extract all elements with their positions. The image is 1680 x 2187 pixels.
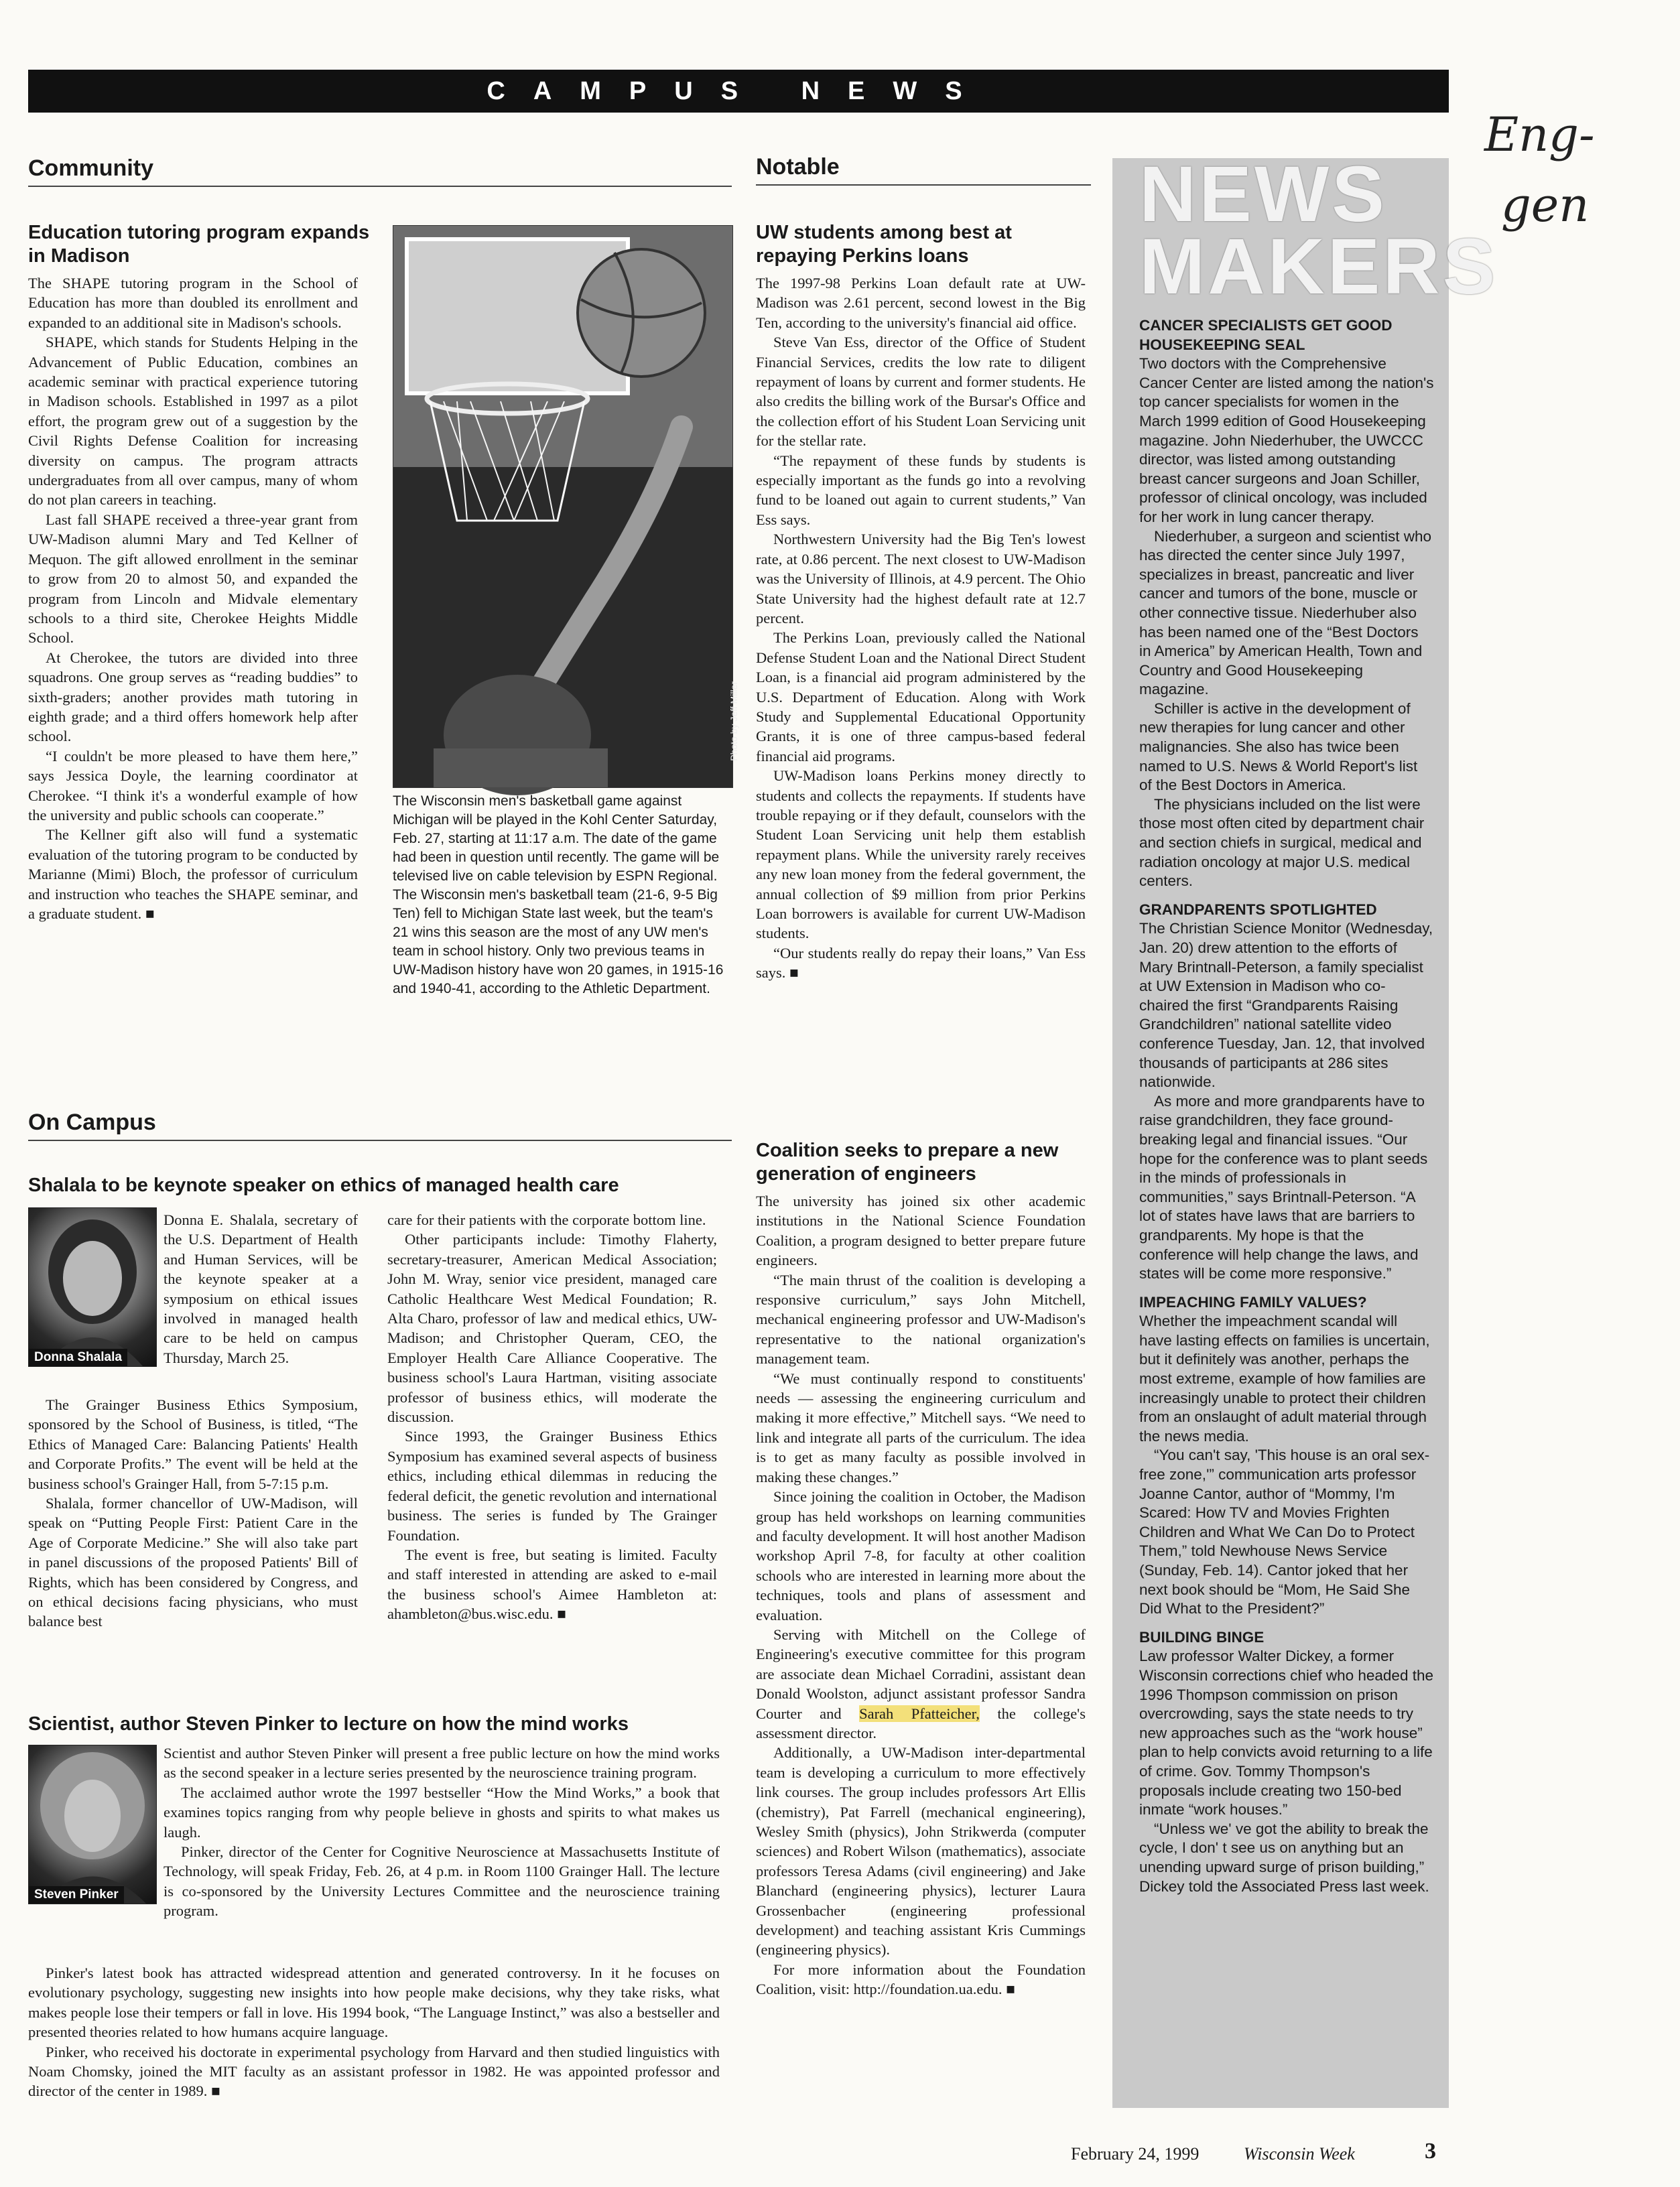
- newsmakers-heading: BUILDING BINGE: [1139, 1628, 1265, 1646]
- paragraph: “Our students really do repay their loans,” Van Ess says. ■: [756, 944, 1086, 982]
- paragraph: Shalala, former chancellor of UW-Madison, will speak on “Putting People First: Patient Care in the Age of Corporate Medicine.” She will also take part in panel discussions of the proposed Patients' Bill of Rights, which has been considered by Congress, and on ethical decisions facing physicians, who must balance best: [28, 1495, 358, 1630]
- newsmakers-heading: GRANDPARENTS SPOTLIGHTED: [1139, 901, 1377, 918]
- newsmakers-title-line2: MAKERS: [1139, 222, 1498, 311]
- paragraph: Schiller is active in the development of new therapies for lung cancer and other malignancies. She also has twice been named to U.S. News & World Report's list of the Best Doctors in America.: [1139, 700, 1418, 794]
- paragraph: Other participants include: Timothy Flaherty, secretary-treasurer, American Medical Association; John M. Wray, senior vice president, managed care Catholic Healthcare West Medical Foundation; R. Alta Charo, professor of law and medical ethics, UW-Madison; and Christopher Queram, CEO, the Employer Health Care Alliance Cooperative. The business school's Laura Hartman, visiting associate professor of business ethics, will moderate the discussion.: [387, 1231, 717, 1426]
- shalala-photo: [28, 1207, 157, 1367]
- community-article: [28, 273, 358, 923]
- notable-article: [756, 273, 1086, 983]
- paragraph: Since 1993, the Grainger Business Ethics Symposium has examined several aspects of business ethics, including ethical dilemmas in reducing the federal deficit, the genetic revolution and international business. The series is funded by The Grainger Foundation.: [387, 1428, 717, 1544]
- paragraph: The Christian Science Monitor (Wednesday, Jan. 20) drew attention to the efforts of Mary Brintnall-Peterson, a family specialist at UW Extension in Madison who co-chaired the first “Grandparents Raising Grandchildren” national satellite video conference Tuesday, Jan. 12, that involved thousands of participants at 286 sites nationwide.: [1139, 920, 1433, 1091]
- photo-name-tag: Steven Pinker: [29, 1886, 124, 1904]
- paragraph: At Cherokee, the tutors are divided into three squadrons. One group serves as “reading buddies” to sixth-graders; another provides math tutoring in eighth grade; and a third offers homework help after school.: [28, 649, 358, 745]
- section-banner: CAMPUS NEWS: [28, 70, 1449, 113]
- paragraph: For more information about the Foundation Coalition, visit: http://foundation.ua.edu. ■: [756, 1961, 1086, 1998]
- paragraph: The Grainger Business Ethics Symposium, sponsored by the School of Business, is titled, “The Ethics of Managed Care: Balancing Patients' Health and Corporate Profits.” The event will be held at the business school's Grainger Hall, from 5-7:15 p.m.: [28, 1396, 358, 1492]
- community-headline: Education tutoring program expands in Madison: [28, 222, 370, 267]
- portrait-silhouette-graphic: [29, 1745, 156, 1904]
- shalala-article-col1-bottom: [28, 1395, 358, 1632]
- newsmakers-content: [1112, 303, 1449, 1896]
- paragraph: Since joining the coalition in October, the Madison group has held workshops on learning communities and faculty development. It will host another Madison workshop April 7-8, for faculty at other coalition schools who are interested in learning more about the techniques, tools and plans of assessment and evaluation.: [756, 1488, 1086, 1623]
- paragraph: SHAPE, which stands for Students Helping in the Advancement of Public Education, combines an academic seminar with practical experience tutoring in Madison schools. Established in 1997 as a pilot effort, the program grew out of a suggestion by the Civil Rights Defense Coalition for increasing diversity on campus. The program attracts undergraduates from all over campus, many of whom do not plan careers in teaching.: [28, 334, 358, 509]
- paragraph: The physicians included on the list were those most often cited by department chair and section chiefs in surgical, medical and radiation oncology at major U.S. medical centers.: [1139, 795, 1425, 890]
- coalition-headline: Coalition seeks to prepare a new generation of engineers: [756, 1140, 1059, 1185]
- pinker-headline: Scientist, author Steven Pinker to lecture on how the mind works: [28, 1713, 629, 1735]
- section-oncampus: On Campus: [28, 1110, 732, 1141]
- paragraph: Niederhuber, a surgeon and scientist who has directed the center since July 1997, specializes in breast, pancreatic and liver cancer and tumors of the bone, muscle or other connective tissue. Niederhuber also has been named one of the “Best Doctors in America” by American Health, Town and Country and Good Housekeeping magazine.: [1139, 527, 1432, 698]
- paragraph: “You can't say, 'This house is an oral sex-free zone,'” communication arts professor Joanne Cantor, author of “Mommy, I'm Scared: How TV and Movies Frighten Children and What We Can Do to Protect Them,” told Newhouse News Service (Sunday, Feb. 14). Cantor joked that her next book should be “Mom, He Said She Did What to the President?”: [1139, 1447, 1430, 1617]
- paragraph: “The main thrust of the coalition is developing a responsive curriculum,” says John Mitchell, mechanical engineering professor and UW-Madison's representative to the national organization's management team.: [756, 1271, 1086, 1368]
- paragraph: Pinker, director of the Center for Cognitive Neuroscience at Massachusetts Institute of Technology, will speak Friday, Feb. 26, at 4 p.m. in Room 1100 Grainger Hall. The lecture is co-sponsored by the University Lectures Committee and the neuroscience training program.: [164, 1843, 720, 1920]
- paragraph: “I couldn't be more pleased to have them here,” says Jessica Doyle, the learning coordinator at Cherokee. “I think it's a wonderful example of how the university and public schools can cooperate.”: [28, 747, 358, 823]
- paragraph: As more and more grandparents have to raise grandchildren, they face ground-breaking legal and financial issues. “Our hope for the conference was to plant seeds in the minds of professionals in communities,” says Brintnall-Peterson. “A lot of states have laws that are barriers to grandparents. My hope is that the conference will help change the laws, and states will be come more responsive.”: [1139, 1092, 1428, 1282]
- newsmakers-sidebar: [1112, 150, 1498, 2108]
- paragraph: The SHAPE tutoring program in the School of Education has more than doubled its enrollment and expanded to an additional site in Madison's schools.: [28, 275, 358, 331]
- paragraph: Northwestern University had the Big Ten's lowest rate, at 0.86 percent. The next closest to UW-Madison was the University of Illinois, at 4.9 percent. The Ohio State University had the highest default rate at 12.7 percent.: [756, 531, 1086, 626]
- basketball-photo: [393, 225, 739, 788]
- pinker-photo: [28, 1745, 157, 1904]
- folio-date: February 24, 1999: [1071, 2144, 1200, 2164]
- shalala-headline: Shalala to be keynote speaker on ethics of managed health care: [28, 1175, 619, 1196]
- photo-name-tag: Donna Shalala: [29, 1349, 127, 1366]
- folio-page-number: 3: [1425, 2139, 1436, 2164]
- newsmakers-heading: IMPEACHING FAMILY VALUES?: [1139, 1293, 1367, 1311]
- newsmakers-title-line1: NEWS: [1139, 150, 1387, 239]
- paragraph: Last fall SHAPE received a three-year grant from UW-Madison alumni Mary and Ted Kellner of Mequon. The gift allowed enrollment in the seminar to grow from 20 to almost 50, and expanded the program from Lincoln and Midvale elementary schools to a third site, Cherokee Heights Middle School.: [28, 511, 358, 647]
- shalala-article-col1-top: [164, 1210, 358, 1368]
- portrait-silhouette-graphic: [29, 1208, 156, 1366]
- paragraph: Law professor Walter Dickey, a former Wisconsin corrections chief who headed the 1996 Thompson commission on prison overcrowding, says the state needs to try new approaches such as the “work house” plan to help convicts avoid returning to a life of crime. Gov. Tommy Thompson's proposals include creating two 150-bed inmate “work houses.”: [1139, 1648, 1433, 1818]
- paragraph: The Perkins Loan, previously called the National Defense Student Loan and the National Direct Student Loan, is a financial aid program administered by the U.S. Department of Education. Along with Work Study and Supplemental Educational Opportunity Grants, it is one of three campus-based federal financial aid programs.: [756, 629, 1086, 765]
- newsmakers-heading: CANCER SPECIALISTS GET GOOD HOUSEKEEPING SEAL: [1139, 317, 1393, 353]
- paragraph: Pinker's latest book has attracted widespread attention and generated controversy. In it he focuses on evolutionary psychology, suggesting new insights into how people make decisions, why they take risks, what makes people lose their tempers or fall in love. His 1994 book, “The Language Instinct,” was also a bestseller and presented theories related to how humans acquire language.: [28, 1965, 720, 2041]
- photo-credit: Photo by Jeff Miller: [728, 681, 739, 761]
- paragraph: Scientist and author Steven Pinker will present a free public lecture on how the mind works as the second speaker in a lecture series presented by the neuroscience training program.: [164, 1745, 720, 1782]
- paragraph: “The repayment of these funds by students is especially important as the funds go into a revolving fund to be loaned out again to current students,” Van Ess says.: [756, 452, 1086, 528]
- text-run: Serving with Mitchell on the College of Engineering's executive committee for this program are associate dean Michael Corradini, assistant dean Donald Woolston, adjunct assistant professor Sandra Courter and: [756, 1626, 1086, 1722]
- paragraph: UW-Madison loans Perkins money directly to students and collects the repayments. If students have trouble repaying or if they default, counselors with the Student Loan Servicing unit help them establish repayment plans. While the university rarely receives any new loan money from the federal government, the annual collection of $9 million from prior Perkins Loan borrowers is available for current UW-Madison students.: [756, 767, 1086, 942]
- paragraph: “We must continually respond to constituents' needs — assessing the engineering curriculum and making it more effective,” Mitchell says. “We need to link and integrate all parts of the curriculum. The idea is to get as many faculty as possible involved in making these changes.”: [756, 1370, 1086, 1485]
- paragraph: Additionally, a UW-Madison inter-departmental team is developing a curriculum to more effectively link courses. The group includes professors Art Ellis (chemistry), Pat Farrell (mechanical engineering), Wesley Smith (physics), John Strikwerda (computer sciences) and Robert Wilson (mathematics), associate professors Teresa Adams (civil engineering) and Jake Blanchard (engineering physics), lecturer Laura Grossenbacher (engineering professional development) and teaching assistant Kris Cummings (engineering physics).: [756, 1744, 1086, 1959]
- coalition-article: [756, 1191, 1086, 1999]
- notable-headline: UW students among best at repaying Perkins loans: [756, 222, 1012, 267]
- paragraph: The Kellner gift also will fund a systematic evaluation of the tutoring program to be conducted by Marianne (Mimi) Bloch, the professor of curriculum and instruction who teaches the SHAPE seminar, and a graduate student. ■: [28, 826, 358, 922]
- section-community: Community: [28, 155, 732, 187]
- handwritten-note-line2: gen: [1501, 178, 1590, 233]
- paragraph: The university has joined six other academic institutions in the National Science Foundation Coalition, a program designed to better prepare future engineers.: [756, 1193, 1086, 1269]
- paragraph: Whether the impeachment scandal will have lasting effects on families is uncertain, but it definitely was another, perhaps the most extreme, example of how families are increasingly unable to protect their children from an onslaught of adult material through the news media.: [1139, 1313, 1430, 1445]
- pinker-article-bottom: [28, 1963, 720, 2101]
- section-notable: Notable: [756, 154, 1091, 186]
- pinker-article-top: [164, 1743, 720, 1921]
- paragraph: “Unless we' ve got the ability to break the cycle, I don' t see us on anything but an unending upward surge of prison building,” Dickey told the Associated Press last week.: [1139, 1820, 1429, 1895]
- paragraph: care for their patients with the corporate bottom line.: [387, 1211, 706, 1228]
- basketball-scene-graphic: [393, 226, 732, 787]
- folio-publication: Wisconsin Week: [1244, 2144, 1355, 2164]
- paragraph: Pinker, who received his doctorate in experimental psychology from Harvard and then studied linguistics with Noam Chomsky, joined the MIT faculty as an assistant professor in 1982. He was appointed professor and director of the center in 1989. ■: [28, 2043, 720, 2100]
- paragraph: The 1997-98 Perkins Loan default rate at UW-Madison was 2.61 percent, second lowest in the Big Ten, according to the university's financial aid office.: [756, 275, 1086, 331]
- paragraph: Two doctors with the Comprehensive Cancer Center are listed among the nation's top cancer specialists for women in the March 1999 edition of Good Housekeeping magazine. John Niederhuber, the UWCCC director, was listed among outstanding breast cancer surgeons and Joan Schiller, professor of clinical oncology, was included for her work in lung cancer therapy.: [1139, 355, 1434, 525]
- handwritten-note-line1: Eng-: [1484, 107, 1595, 162]
- paragraph: The event is free, but seating is limited. Faculty and staff interested in attending are asked to e-mail the business school's Aimee Hambleton at: ahambleton@bus.wisc.edu. ■: [387, 1546, 717, 1623]
- paragraph: Steve Van Ess, director of the Office of Student Financial Services, credits the low rate to diligent repayment of loans by current and former students. He also credits the billing work of the Bursar's Office and the collection effort of his Student Loan Servicing unit for the stellar rate.: [756, 334, 1086, 450]
- shalala-article-col2: [387, 1210, 717, 1624]
- paragraph: [756, 1625, 1086, 1743]
- text-run: the college's assessment director.: [756, 1705, 1086, 1741]
- basketball-caption: The Wisconsin men's basketball game against Michigan will be played in the Kohl Center Saturday, Feb. 27, starting at 11:17 a.m. The date of the game had been in question until recently. The game will be televised live on cable television by ESPN Regional. The Wisconsin men's basketball team (21-6, 9-5 Big Ten) fell to Michigan State last week, but the team's 21 wins this season are the most of any UW men's team in school history. Only two previous teams in UW-Madison history have won 20 games, in 1915-16 and 1940-41, according to the Athletic Department.: [393, 793, 724, 996]
- paragraph: The acclaimed author wrote the 1997 bestseller “How the Mind Works,” a book that examines topics ranging from why people believe in ghosts and spirits to what makes us laugh.: [164, 1784, 720, 1841]
- paragraph: Donna E. Shalala, secretary of the U.S. Department of Health and Human Services, will be the keynote speaker at a symposium on ethical issues involved in managed health care to be held on campus Thursday, March 25.: [164, 1211, 358, 1366]
- highlighted-name: Sarah Pfatteicher,: [859, 1705, 980, 1722]
